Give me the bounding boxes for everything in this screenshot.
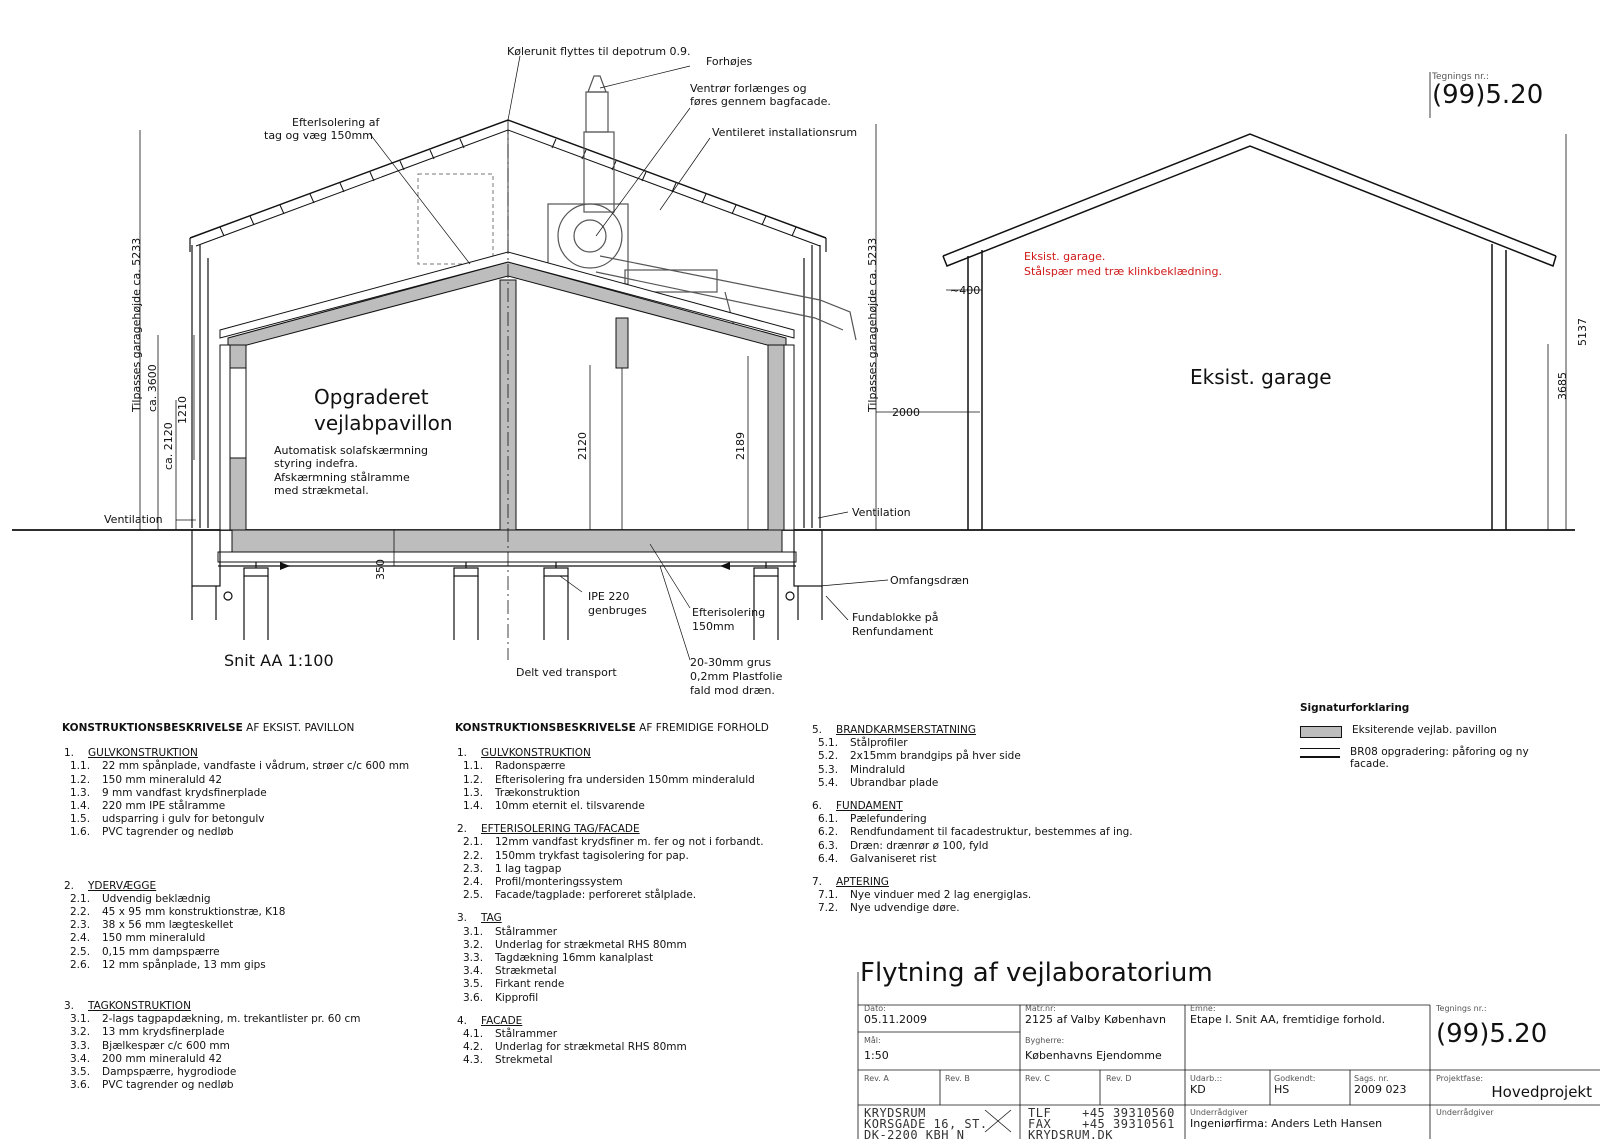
- tb-rev-d: Rev. D: [1106, 1074, 1132, 1083]
- legend-item-br08: [1300, 746, 1550, 770]
- existing-pavilion: [218, 252, 796, 562]
- annotation-delt: Delt ved transport: [516, 666, 617, 679]
- legend-title: Signaturforklaring: [1300, 702, 1410, 714]
- spec-more-group-7: 7. APTERING 7.1. Nye vinduer med 2 lag energiglas. 7.2. Nye udvendige døre.: [812, 876, 1032, 915]
- annotation-efterisolering-2: tag og væg 150mm: [264, 129, 373, 142]
- tb-matr: Matr.nr: 2125 af Valby København: [1025, 1004, 1166, 1026]
- annotation-garage-red-2: Stålspær med træ klinkbeklædning.: [1024, 265, 1222, 278]
- spec-more-group-6: 6. FUNDAMENT 6.1. Pælefundering 6.2. Rendfundament til facadestruktur, bestemmes af ing. 6.3. Dræn: drænrør ø 100, fyld 6.4. Galvaniseret rist: [812, 800, 1133, 865]
- annotation-grus-2: 0,2mm Plastfolie: [690, 670, 783, 683]
- annotation-efteriso-floor-1: Efterisolering: [692, 606, 766, 619]
- annotation-omfangsdraen: Omfangsdræn: [890, 574, 969, 587]
- annotation-ventror-2: føres gennem bagfacade.: [690, 95, 831, 108]
- drawing-number-top: [1432, 72, 1543, 110]
- annotation-kolerunit: Kølerunit flyttes til depotrum 0.9.: [507, 45, 691, 58]
- drawing-number-value: (99)5.20: [1432, 80, 1544, 110]
- dim-left-tilpasses: Tilpasses garagehøjde ca. 5233: [130, 237, 143, 412]
- kolerunit-outline: [418, 174, 493, 264]
- ventilation-duct: [548, 76, 856, 340]
- spec-future-group-3: 3. TAG 3.1. Stålrammer 3.2. Underlag for strækmetal RHS 80mm 3.3. Tagdækning 16mm kanalplast 3.4. Strækmetal 3.5. Firkant rende 3.6. Kipprofil: [457, 912, 687, 1004]
- project-title: Flytning af vejlaboratorium: [860, 958, 1213, 988]
- note-left-4: med strækmetal.: [274, 484, 369, 497]
- dim-2189: 2189: [734, 432, 747, 460]
- dim-3685: 3685: [1556, 372, 1569, 400]
- drawing-number-label: Tegnings nr.:: [1432, 72, 1489, 82]
- tb-godkendt: Godkendt: HS: [1274, 1074, 1316, 1096]
- annotation-garage-red-1: Eksist. garage.: [1024, 250, 1106, 263]
- legend-swatch-lines: [1300, 746, 1340, 760]
- tb-bygherre: Bygherre: Københavns Ejendomme: [1025, 1036, 1162, 1062]
- dimension-lines: [140, 124, 1566, 566]
- dim-400: ~400: [950, 284, 981, 297]
- tb-underraadgiver-2: Underrådgiver: [1436, 1108, 1494, 1117]
- legend-swatch-grey: [1300, 726, 1342, 738]
- annotation-ipe-1: IPE 220: [588, 590, 630, 603]
- tb-tegnings: Tegnings nr.: (99)5.20: [1436, 1004, 1548, 1049]
- annotation-grus-1: 20-30mm grus: [690, 656, 772, 669]
- garage-label: Eksist. garage: [1190, 365, 1332, 389]
- spec-existing-group-2: 2. YDERVÆGGE 2.1. Udvendig beklædnig 2.2. 45 x 95 mm konstruktionstræ, K18 2.3. 38 x 56 mm lægteskellet 2.4. 150 mm mineraluld 2.5. 0,15 mm dampspærre 2.6. 12 mm spånplade, 13 mm gips: [64, 879, 286, 971]
- annotation-grus-3: fald mod dræn.: [690, 684, 775, 697]
- legend: [1300, 702, 1550, 778]
- annotation-ventror-1: Ventrør forlænges og: [690, 82, 807, 95]
- legend-item-existing-label: Eksiterende vejlab. pavillon: [1352, 724, 1497, 736]
- spec-future: [455, 722, 815, 1068]
- section-title: Snit AA 1:100: [224, 651, 334, 670]
- tb-maal: Mål: 1:50: [864, 1036, 889, 1062]
- tb-dato: Dato: 05.11.2009: [864, 1004, 927, 1026]
- annotation-ventilation-right: Ventilation: [852, 506, 911, 519]
- spec-existing: [62, 722, 462, 1092]
- legend-item-br08-label: BR08 opgradering: påforing og ny facade.: [1350, 746, 1529, 770]
- tb-rev-a: Rev. A: [864, 1074, 889, 1083]
- dim-2000: 2000: [892, 406, 920, 419]
- annotation-ventileret: Ventileret installationsrum: [712, 126, 858, 139]
- spec-future-title: KONSTRUKTIONSBESKRIVELSE AF FREMIDIGE FORHOLD: [455, 722, 769, 734]
- annotation-efterisolering-1: EfterIsolering af: [292, 116, 380, 129]
- spec-existing-group-1: 1. GULVKONSTRUKTION 1.1. 22 mm spånplade, vandfaste i vådrum, strøer c/c 600 mm 1.2. 150 mm mineraluld 42 1.3. 9 mm vandfast krydsfinerplade 1.4. 220 mm IPE stålramme 1.5. udsparring i gulv for betongulv 1.6. PVC tagrender og nedløb: [64, 747, 410, 839]
- dim-2120: 2120: [576, 432, 589, 460]
- spec-existing-title: KONSTRUKTIONSBESKRIVELSE AF EKSIST. PAVILLON: [62, 722, 355, 734]
- firm-contact: TLF +45 39310560 FAX +45 39310561 KRYDSRUM.DK: [1028, 1106, 1175, 1142]
- dim-5137: 5137: [1576, 318, 1589, 346]
- tb-emne: Emne: Etape I. Snit AA, fremtidige forhold.: [1190, 1004, 1386, 1026]
- tb-underraadgiver: Underrådgiver Ingeniørfirma: Anders Leth Hansen: [1190, 1108, 1383, 1130]
- annotation-ipe-2: genbruges: [588, 604, 647, 617]
- room-label-line2: vejlabpavillon: [314, 411, 453, 435]
- annotation-efteriso-floor-2: 150mm: [692, 620, 735, 633]
- dim-left-ca2120: ca. 2120: [162, 422, 175, 470]
- annotation-ventilation-left: Ventilation: [104, 513, 163, 526]
- dim-350: 350: [374, 559, 387, 580]
- spec-more-group-5: 5. BRANDKARMSERSTATNING 5.1. Stålprofiler 5.2. 2x15mm brandgips på hver side 5.3. Mindraluld 5.4. Ubrandbar plade: [812, 724, 1021, 789]
- spec-future-group-2: 2. EFTERISOLERING TAG/FACADE 2.1. 12mm vandfast krydsfiner m. fer og not i forbandt. 2.2. 150mm trykfast tagisolering for pap. 2.3. 1 lag tagpap 2.4. Profil/monteringssystem 2.5. Facade/tagplade: perforeret stålplade.: [457, 823, 764, 902]
- tb-projektfase: Projektfase: Hovedprojekt: [1436, 1074, 1592, 1101]
- spec-future-group-4: 4. FACADE 4.1. Stålrammer 4.2. Underlag for strækmetal RHS 80mm 4.3. Strekmetal: [457, 1014, 687, 1067]
- annotation-forhojes: Forhøjes: [706, 55, 753, 68]
- tb-rev-c: Rev. C: [1025, 1074, 1050, 1083]
- firm-logo: KRYDSRUM KORSGADE 16, ST. DK-2200 KBH N: [864, 1106, 988, 1142]
- dim-left-1210: 1210: [176, 396, 189, 424]
- tb-rev-b: Rev. B: [945, 1074, 970, 1083]
- note-left-3: Afskærmning stålramme: [274, 471, 410, 484]
- dim-left-ca3600: ca. 3600: [146, 364, 159, 412]
- note-left-2: styring indefra.: [274, 457, 358, 470]
- annotation-fundablokke-2: Renfundament: [852, 625, 934, 638]
- legend-item-existing: [1300, 724, 1550, 738]
- tb-sags: Sags. nr. 2009 023: [1354, 1074, 1407, 1096]
- annotation-fundablokke-1: Fundablokke på: [852, 611, 939, 624]
- spec-future-group-1: 1. GULVKONSTRUKTION 1.1. Radonspærre 1.2. Efterisolering fra undersiden 150mm minderaluld 1.3. Trækonstruktion 1.4. 10mm eternit el. tilsvarende: [457, 747, 755, 813]
- room-label-line1: Opgraderet: [314, 385, 429, 409]
- dim-right-tilpasses: Tilpasses garagehøjde ca. 5233: [866, 237, 879, 412]
- note-left-1: Automatisk solafskærmning: [274, 444, 429, 457]
- spec-existing-group-3: 3. TAGKONSTRUKTION 3.1. 2-lags tagpapdækning, m. trekantlister pr. 60 cm 3.2. 13 mm krydsfinerplade 3.3. Bjælkespær c/c 600 mm 3.4. 200 mm mineraluld 42 3.5. Dampspærre, hygrodiode 3.6. PVC tagrender og nedløb: [64, 1000, 361, 1092]
- spec-more: [810, 724, 1190, 916]
- tb-udarb: Udarb.:: KD: [1190, 1074, 1223, 1096]
- existing-garage: [943, 134, 1556, 530]
